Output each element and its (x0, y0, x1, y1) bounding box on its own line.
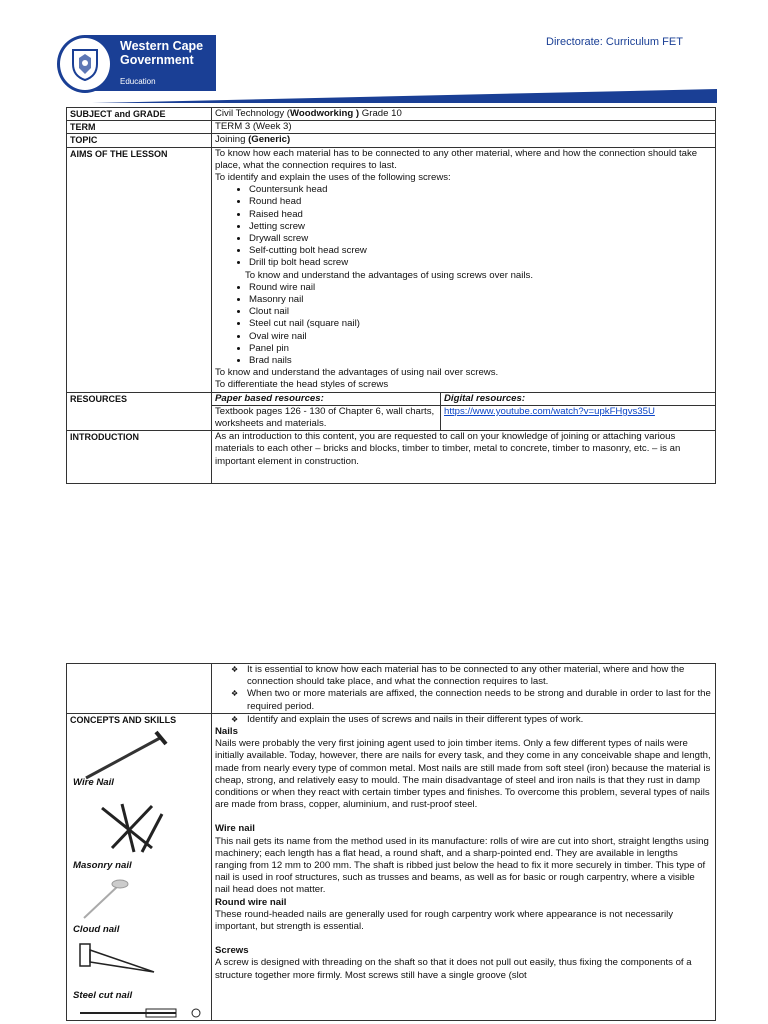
list-item: • Oval wire nail (249, 331, 712, 343)
paper-text: Textbook pages 126 - 130 of Chapter 6, wall charts, worksheets and materials. (212, 405, 441, 430)
continuation-label (67, 664, 212, 714)
caption-steel-cut-nail: Steel cut nail (73, 989, 133, 1001)
topic-row (67, 134, 716, 147)
aims-value (212, 147, 716, 392)
masonry-nail-image (92, 796, 172, 854)
round-wire-nail-text: These round-headed nails are generally used for rough carpentry work where appearance is not necessarily important, but strength is essential. (215, 908, 674, 933)
term-label: TERM (67, 121, 212, 134)
steel-cut-nail-image (74, 938, 164, 988)
list-item: • Round head (249, 196, 712, 208)
wire-nail-text: This nail gets its name from the method used in its manufacture: rolls of wire are cut into short, straight lengths using machinery; each length has a flat head, a round shaft, and a sharp-pointed end. They are available in lengths ranging from 12 mm to 200 mm. The shaft is ribbed just below the head to fix it more securely in timber. This type of nail is used in roof structures, such as trusses and beams, as well as for basic or rough carpentry, where a visible nail head does not matter. (215, 835, 709, 896)
list-item: • Countersunk head (249, 184, 712, 196)
list-item: • Panel pin (249, 343, 712, 355)
list-item: • Masonry nail (249, 294, 712, 306)
digital-cell (441, 405, 716, 430)
youtube-link[interactable]: https://www.youtube.com/watch?v=upkFHgvs35U (444, 405, 655, 417)
screws-text: A screw is designed with threading on the shaft so that it does not pull out easily, thus fixing the components of a structure together more firmly. Most screws still have a single groove (slot (215, 957, 692, 981)
topic-label: TOPIC (67, 134, 212, 147)
continuation-value (212, 664, 716, 714)
crest-icon (68, 46, 102, 82)
subject-row (67, 108, 716, 121)
list-item: • Self-cutting bolt head screw (249, 245, 712, 257)
list-item: ❖ It is essential to know how each material has to be connected to any other material, where and how the connection should take place, and what the connection requires to last. (231, 664, 712, 688)
aims-mid: To know and understand the advantages of using screws over nails. (245, 269, 533, 281)
caption-masonry-nail: Masonry nail (73, 859, 132, 871)
concepts-label: CONCEPTS AND SKILLS (70, 714, 177, 725)
list-item: ❖ When two or more materials are affixed, the connection needs to be strong and durable in order to last for the required period. (231, 688, 712, 712)
org-name: Western Cape Government (120, 39, 204, 67)
list-item: • Drill tip bolt head screw (249, 257, 712, 269)
nails-heading: Nails (215, 726, 238, 738)
term-row (67, 121, 716, 134)
continuation-row (67, 664, 716, 714)
term-value: TERM 3 (Week 3) (212, 121, 716, 134)
list-item: • Clout nail (249, 306, 712, 318)
caption-cloud-nail: Cloud nail (73, 923, 120, 935)
caption-wire-nail: Wire Nail (73, 776, 114, 788)
lesson-table (66, 107, 716, 484)
page-header (0, 0, 768, 106)
nail-list (215, 282, 712, 367)
resources-row-heading (67, 392, 716, 405)
list-item: • Jetting screw (249, 221, 712, 233)
header-rule (92, 89, 717, 103)
topic-value: Joining (Generic) (212, 134, 716, 147)
concepts-row (67, 713, 716, 1020)
list-item: • Drywall screw (249, 233, 712, 245)
intro-text: As an introduction to this content, you are requested to call on your knowledge of joining or attaching various materials to each other – bricks and blocks, timber to timber, metal to concrete, timber to masonry, etc. – is an important element in construction. (212, 431, 716, 484)
aims-intro: To know how each material has to be connected to any other material, where and how the connection should take place, what the connection requires to last. (215, 147, 698, 171)
continuation-points (215, 664, 712, 713)
list-item: • Brad nails (249, 355, 712, 367)
list-item: • Round wire nail (249, 282, 712, 294)
nails-text: Nails were probably the very first joining agent used to join timber items. Only a few different types of nails were initially available. Today, however, there are nails for every task, and they come in any conceivable shape and length, made from nearly every type of common metal. Most nails are still made from soft steel (iron) because the material is cheap, strong, and relatively easy to mould. The main disadvantage of steel and iron nails is that they rust in damp conditions or when they react with certain timber types and finishes. To overcome this problem, several types of nails are made from brass, copper, aluminium, and rust-proof steel. (215, 738, 711, 811)
wire-nail-heading: Wire nail (215, 823, 255, 835)
list-item: • Raised head (249, 209, 712, 221)
round-wire-nail-heading: Round wire nail (215, 896, 287, 908)
aims-end-1: To know and understand the advantages of using nail over screws. (215, 367, 499, 379)
concepts-table (66, 663, 716, 1021)
subject-value: Civil Technology (Woodworking ) Grade 10 (212, 108, 716, 121)
org-sub: Education (120, 77, 156, 86)
concepts-cell (67, 713, 212, 1020)
screw-image (76, 1006, 206, 1020)
list-item: • Steel cut nail (square nail) (249, 318, 712, 330)
aims-row (67, 147, 716, 392)
screws-heading: Screws (215, 945, 249, 957)
resources-label: RESOURCES (67, 392, 212, 431)
paper-heading: Paper based resources: (212, 392, 441, 405)
intro-label: INTRODUCTION (67, 431, 212, 484)
intro-row (67, 431, 716, 484)
aims-intro-screws: To identify and explain the uses of the following screws: (215, 172, 451, 184)
digital-heading: Digital resources: (441, 392, 716, 405)
subject-label: SUBJECT and GRADE (67, 108, 212, 121)
clout-nail-image (78, 874, 138, 922)
concepts-value (212, 713, 716, 1020)
screw-list (215, 184, 712, 269)
list-item: ❖ Identify and explain the uses of screws and nails in their different types of work. (231, 714, 712, 726)
government-crest-logo (57, 35, 113, 93)
concepts-points (215, 714, 712, 726)
aims-label: AIMS OF THE LESSON (67, 147, 212, 392)
directorate-label: Directorate: Curriculum FET (546, 36, 683, 48)
aims-end-2: To differentiate the head styles of screws (215, 379, 389, 391)
